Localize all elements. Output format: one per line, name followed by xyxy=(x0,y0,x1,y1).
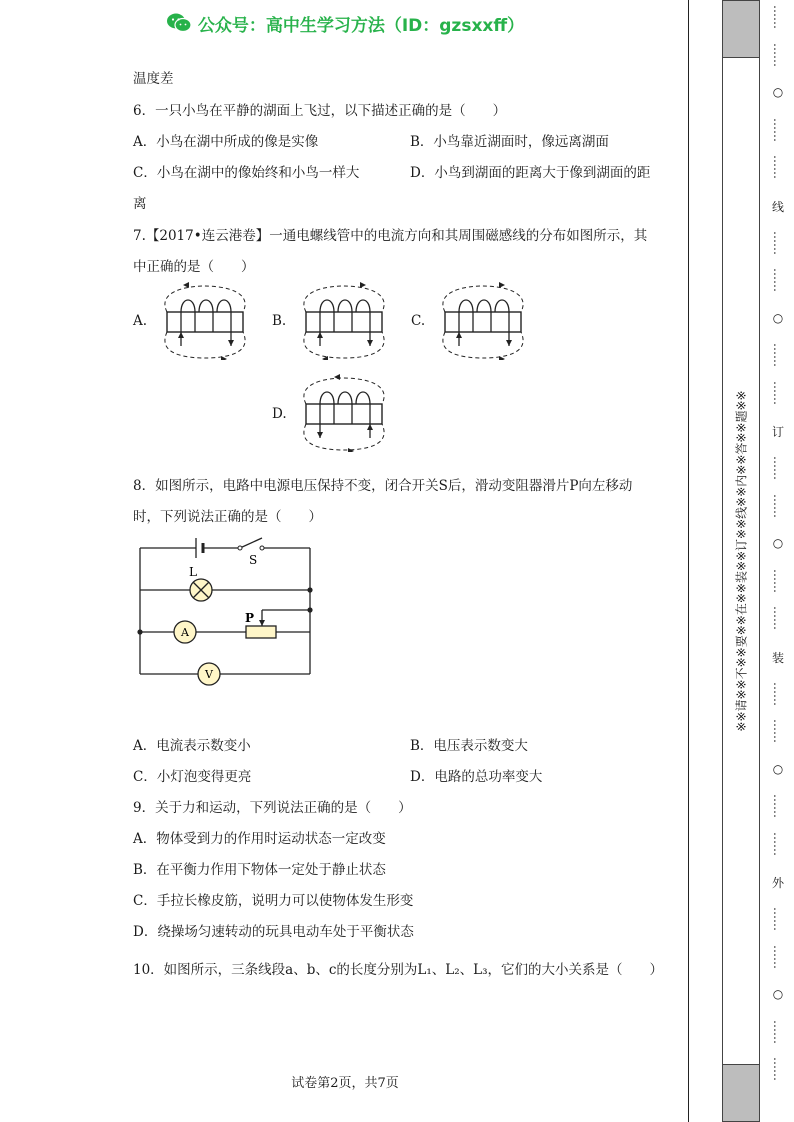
question-6: 6．一只小鸟在平静的湖面上飞过，以下描述正确的是（ ） xyxy=(133,103,507,119)
seal-mark: ○ xyxy=(772,987,784,1002)
option-9a: A．物体受到力的作用时运动状态一定改变 xyxy=(133,831,386,847)
option-8c: C．小灯泡变得更亮 xyxy=(133,769,252,785)
seal-mark: …… xyxy=(771,831,785,856)
seal-mark: …… xyxy=(771,493,785,518)
binding-strip-bottom-block xyxy=(722,1064,760,1122)
seal-mark: ○ xyxy=(772,310,784,325)
seal-mark: …… xyxy=(771,606,785,631)
slider-label: P xyxy=(245,611,255,625)
option-6d: D．小鸟到湖面的距离大于像到湖面的距 xyxy=(410,165,651,181)
previous-question-tail: 温度差 xyxy=(133,71,174,87)
seal-mark: …… xyxy=(771,681,785,706)
seal-mark: …… xyxy=(771,568,785,593)
lamp-label: L xyxy=(189,565,197,579)
seal-mark: …… xyxy=(771,1019,785,1044)
option-6a: A．小鸟在湖中所成的像是实像 xyxy=(133,134,319,150)
rheostat-icon xyxy=(246,626,276,638)
binding-strip-top-block xyxy=(722,0,760,58)
seal-mark: ○ xyxy=(772,85,784,100)
question-9: 9．关于力和运动，下列说法正确的是（ ） xyxy=(133,800,412,816)
seal-mark: ○ xyxy=(772,536,784,551)
circuit-diagram xyxy=(130,532,320,692)
seal-mark: …… xyxy=(771,1057,785,1082)
question-8-line2: 时，下列说法正确的是（ ） xyxy=(133,509,322,525)
seal-mark: …… xyxy=(771,5,785,29)
seal-mark: ○ xyxy=(772,761,784,776)
seal-mark: …… xyxy=(771,907,785,932)
solenoid-figure-d xyxy=(294,374,394,452)
solenoid-figure-c xyxy=(433,282,533,360)
option-8b: B．电压表示数变大 xyxy=(410,738,528,754)
seal-mark: …… xyxy=(771,117,785,142)
seal-mark: 线 xyxy=(771,199,784,214)
ammeter-label: A xyxy=(181,626,189,639)
seal-mark: 订 xyxy=(771,425,784,440)
seal-mark: 外 xyxy=(771,876,784,891)
seal-line-marks xyxy=(766,0,790,1122)
seal-mark: 装 xyxy=(771,650,784,665)
option-8d: D．电路的总功率变大 xyxy=(410,769,543,785)
question-8-line1: 8．如图所示，电路中电源电压保持不变，闭合开关S后，滑动变阻器滑片P向左移动 xyxy=(133,478,633,494)
option-6b: B．小鸟靠近湖面时，像远离湖面 xyxy=(410,134,609,150)
switch-label: S xyxy=(249,553,258,567)
q7-option-a-label: A. xyxy=(133,313,148,329)
binding-divider-line xyxy=(688,0,689,1122)
seal-mark: …… xyxy=(771,456,785,481)
header-banner xyxy=(0,8,690,38)
no-answer-warning: ※※请※※不※※要※※在※※装※※订※※线※※内※※答※※题※※ xyxy=(734,390,749,732)
seal-mark: …… xyxy=(771,719,785,744)
q7-option-d-label: D. xyxy=(272,406,287,422)
q7-option-b-label: B. xyxy=(272,313,287,329)
seal-mark: …… xyxy=(771,230,785,255)
question-7-line2: 中正确的是（ ） xyxy=(133,259,255,275)
page-footer: 试卷第2页，共7页 xyxy=(291,1076,399,1091)
option-9c: C．手拉长橡皮筋，说明力可以使物体发生形变 xyxy=(133,893,414,909)
seal-mark: …… xyxy=(771,343,785,368)
option-9b: B．在平衡力作用下物体一定处于静止状态 xyxy=(133,862,386,878)
seal-mark: …… xyxy=(771,42,785,67)
seal-mark: …… xyxy=(771,794,785,819)
option-8a: A．电流表示数变小 xyxy=(133,738,251,754)
solenoid-figure-a xyxy=(155,282,255,360)
question-7-line1: 7.【2017•连云港卷】一通电螺线管中的电流方向和其周围磁感线的分布如图所示，其 xyxy=(133,228,648,244)
solenoid-figure-b xyxy=(294,282,394,360)
option-9d: D．绕操场匀速转动的玩具电动车处于平衡状态 xyxy=(133,924,414,940)
seal-mark: …… xyxy=(771,155,785,180)
voltmeter-label: V xyxy=(205,668,213,681)
question-10: 10．如图所示，三条线段a、b、c的长度分别为L₁、L₂、L₃，它们的大小关系是（ ） xyxy=(133,962,664,978)
q7-option-c-label: C. xyxy=(411,313,426,329)
wechat-icon xyxy=(166,12,192,34)
seal-mark: …… xyxy=(771,380,785,405)
seal-mark: …… xyxy=(771,268,785,293)
banner-text: 公众号：高中生学习方法（ID：gzsxxff） xyxy=(197,15,525,36)
seal-mark: …… xyxy=(771,944,785,969)
option-6c: C．小鸟在湖中的像始终和小鸟一样大 xyxy=(133,165,360,181)
option-6d-continued: 离 xyxy=(133,196,147,212)
